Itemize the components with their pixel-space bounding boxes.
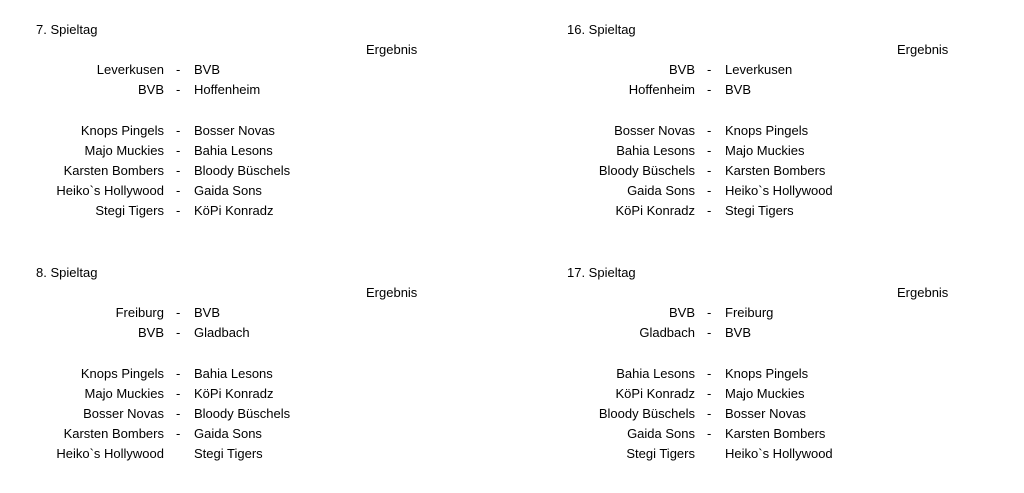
away-team: Hoffenheim: [194, 82, 261, 97]
match-row: [567, 384, 887, 404]
separator: -: [707, 386, 712, 401]
match-row: [567, 121, 887, 141]
matchday-block: [36, 263, 496, 493]
away-team: BVB: [725, 82, 752, 97]
away-team: Heiko`s Hollywood: [725, 183, 833, 198]
separator: -: [707, 123, 712, 138]
match-row: [567, 424, 887, 444]
home-team: KöPi Konradz: [615, 386, 695, 401]
separator: -: [707, 203, 712, 218]
match-row: [36, 303, 356, 323]
away-team: Karsten Bombers: [725, 163, 826, 178]
match-row: [36, 60, 356, 80]
match-row: [36, 444, 356, 464]
away-team: Freiburg: [725, 305, 774, 320]
home-team: Bloody Büschels: [598, 406, 695, 421]
separator: -: [707, 366, 712, 381]
home-team: Bahia Lesons: [616, 143, 695, 158]
separator: -: [176, 123, 181, 138]
away-team: Majo Muckies: [725, 386, 805, 401]
match-row: [36, 80, 356, 100]
match-row: [567, 141, 887, 161]
separator: -: [707, 426, 712, 441]
away-team: Stegi Tigers: [725, 203, 794, 218]
home-team: Heiko`s Hollywood: [56, 183, 164, 198]
home-team: Karsten Bombers: [63, 163, 164, 178]
match-row: [36, 161, 356, 181]
away-team: Knops Pingels: [725, 366, 809, 381]
separator: -: [707, 305, 712, 320]
matchday-block: [567, 263, 1024, 493]
matchday-title: 8. Spieltag: [36, 265, 98, 280]
home-team: Freiburg: [115, 305, 164, 320]
separator: -: [176, 143, 181, 158]
home-team: BVB: [137, 325, 164, 340]
match-row: [567, 60, 887, 80]
home-team: Gaida Sons: [627, 426, 695, 441]
away-team: BVB: [725, 325, 752, 340]
home-team: Hoffenheim: [628, 82, 695, 97]
home-team: BVB: [137, 82, 164, 97]
matchday-block: [36, 20, 496, 250]
home-team: Stegi Tigers: [95, 203, 164, 218]
separator: -: [707, 325, 712, 340]
home-team: Gaida Sons: [627, 183, 695, 198]
match-row: [567, 161, 887, 181]
separator: -: [176, 82, 181, 97]
separator: -: [176, 203, 181, 218]
match-row: [567, 181, 887, 201]
separator: -: [176, 386, 181, 401]
home-team: Karsten Bombers: [63, 426, 164, 441]
match-row: [36, 141, 356, 161]
home-team: Bloody Büschels: [598, 163, 695, 178]
home-team: Knops Pingels: [80, 366, 164, 381]
home-team: KöPi Konradz: [615, 203, 695, 218]
result-column-header: Ergebnis: [366, 42, 418, 57]
match-row: [36, 404, 356, 424]
away-team: Bosser Novas: [725, 406, 806, 421]
home-team: Stegi Tigers: [626, 446, 695, 461]
home-team: Bosser Novas: [614, 123, 695, 138]
separator: -: [707, 183, 712, 198]
match-row: [36, 181, 356, 201]
away-team: KöPi Konradz: [194, 203, 274, 218]
match-row: [36, 121, 356, 141]
away-team: Stegi Tigers: [194, 446, 263, 461]
match-row: [36, 323, 356, 343]
away-team: Knops Pingels: [725, 123, 809, 138]
away-team: Gladbach: [194, 325, 250, 340]
match-row: [36, 384, 356, 404]
separator: -: [176, 183, 181, 198]
away-team: Leverkusen: [725, 62, 793, 77]
match-row: [36, 201, 356, 221]
separator: -: [176, 325, 181, 340]
away-team: Bosser Novas: [194, 123, 275, 138]
home-team: Bahia Lesons: [616, 366, 695, 381]
home-team: Knops Pingels: [80, 123, 164, 138]
match-row: [567, 303, 887, 323]
away-team: Karsten Bombers: [725, 426, 826, 441]
home-team: Bosser Novas: [83, 406, 164, 421]
separator: -: [707, 406, 712, 421]
away-team: Bahia Lesons: [194, 143, 273, 158]
match-row: [567, 444, 887, 464]
separator: -: [176, 62, 181, 77]
result-column-header: Ergebnis: [366, 285, 418, 300]
away-team: KöPi Konradz: [194, 386, 274, 401]
away-team: Bloody Büschels: [194, 163, 291, 178]
home-team: BVB: [668, 305, 695, 320]
separator: -: [707, 143, 712, 158]
matchday-title: 16. Spieltag: [567, 22, 636, 37]
away-team: BVB: [194, 62, 221, 77]
result-column-header: Ergebnis: [897, 42, 949, 57]
home-team: Majo Muckies: [84, 143, 164, 158]
home-team: Majo Muckies: [84, 386, 164, 401]
separator: -: [176, 366, 181, 381]
match-row: [567, 364, 887, 384]
home-team: BVB: [668, 62, 695, 77]
matchday-title: 7. Spieltag: [36, 22, 98, 37]
away-team: Majo Muckies: [725, 143, 805, 158]
separator: -: [707, 163, 712, 178]
away-team: Gaida Sons: [194, 426, 262, 441]
away-team: Gaida Sons: [194, 183, 262, 198]
separator: -: [707, 82, 712, 97]
away-team: Bahia Lesons: [194, 366, 273, 381]
matchday-title: 17. Spieltag: [567, 265, 636, 280]
matchday-block: [567, 20, 1024, 250]
match-row: [36, 364, 356, 384]
match-row: [567, 201, 887, 221]
separator: -: [707, 62, 712, 77]
away-team: Heiko`s Hollywood: [725, 446, 833, 461]
home-team: Leverkusen: [96, 62, 164, 77]
result-column-header: Ergebnis: [897, 285, 949, 300]
away-team: BVB: [194, 305, 221, 320]
separator: -: [176, 406, 181, 421]
match-row: [567, 323, 887, 343]
separator: -: [176, 426, 181, 441]
match-row: [36, 424, 356, 444]
home-team: Gladbach: [639, 325, 695, 340]
away-team: Bloody Büschels: [194, 406, 291, 421]
match-row: [567, 80, 887, 100]
separator: -: [176, 163, 181, 178]
match-row: [567, 404, 887, 424]
separator: -: [176, 305, 181, 320]
home-team: Heiko`s Hollywood: [56, 446, 164, 461]
